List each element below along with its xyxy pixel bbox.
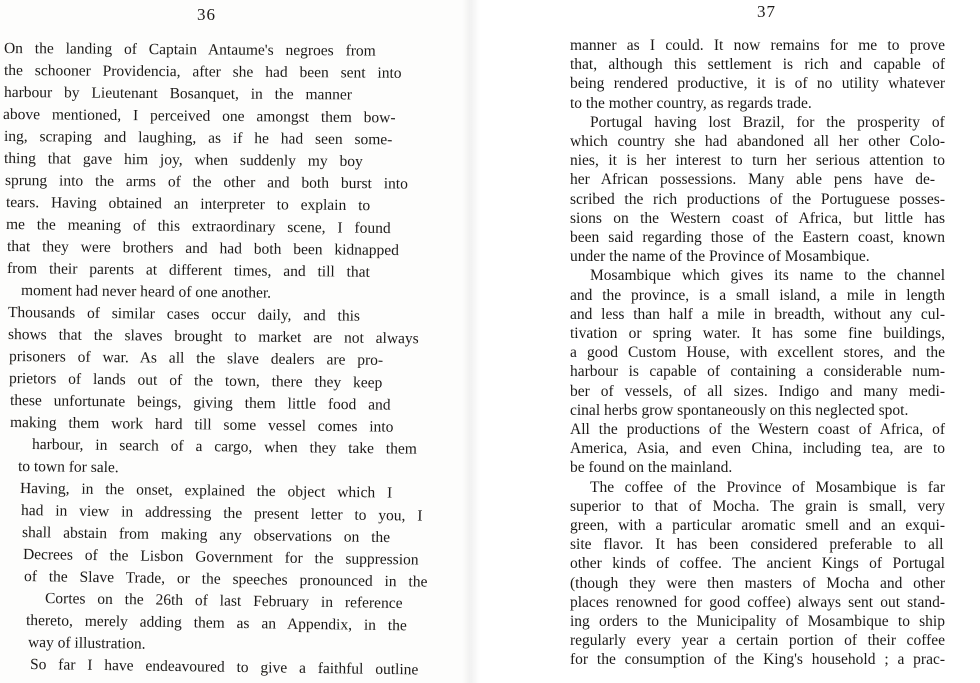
text-line: The coffee of the Province of Mosambique is far xyxy=(590,478,945,496)
text-line: scribed the rich productions of the Portuguese posses- xyxy=(570,190,945,208)
text-line: above mentioned, I perceived one amongst them bow- xyxy=(2,106,396,127)
text-line: the schooner Providencia, after she had been sent into xyxy=(3,62,402,82)
text-line: prisoners of war. As all the slave dealers are pro- xyxy=(8,348,384,369)
text-line: prietors of lands out of the town, there they keep xyxy=(8,370,383,392)
text-line: superior to that of Mocha. The grain is small, very xyxy=(570,497,945,515)
text-line: that they were brothers and had both been kidnapped xyxy=(6,238,400,260)
text-line: a good Custom House, with excellent stores, and the xyxy=(570,344,945,362)
text-line: nies, it is her interest to turn her serious attention to xyxy=(570,152,945,170)
text-line: Portugal having lost Brazil, for the prosperity of xyxy=(590,113,945,131)
text-line: shows that the slaves brought to market are not always xyxy=(7,326,419,348)
text-line: be found on the mainland. xyxy=(570,459,733,477)
text-line: green, with a particular aromatic smell and an exqui- xyxy=(570,517,945,534)
text-line: of the Slave Trade, or the speeches pronounced in the xyxy=(23,568,428,591)
text-line: harbour, in search of a cargo, when they take them xyxy=(31,436,417,458)
text-line: (though they were then masters of Mocha and other xyxy=(570,574,945,592)
text-line: Mosambique which gives its name to the channel xyxy=(590,267,945,285)
text-line: under the name of the Province of Mosambique. xyxy=(570,248,870,266)
text-line: way of illustration. xyxy=(27,634,146,653)
text-line: manner as I could. It now remains for me to prove xyxy=(570,37,945,54)
text-line: making them work hard till some vessel comes into xyxy=(9,414,394,436)
text-line: America, Asia, and even China, including tea, are to xyxy=(570,440,945,458)
text-line: had in view in addressing the present letter to you, I xyxy=(20,502,423,525)
text-line: tivation or spring water. It has some fine buildings, xyxy=(570,325,945,342)
right-page xyxy=(470,0,980,683)
text-line: these unfortunate beings, giving them little food and xyxy=(9,392,391,414)
text-line: harbour by Lieutenant Bosanquet, in the manner xyxy=(3,84,353,104)
text-line: ing, scraping and laughing, as if he had seen some- xyxy=(3,128,393,149)
text-line: her African possessions. Many able pens have de- xyxy=(570,171,936,189)
text-line: ber of vessels, of all sizes. Indigo and many medi- xyxy=(570,382,945,400)
text-line: me the meaning of this extraordinary scene, I found xyxy=(5,216,391,238)
text-line: ing orders to the Municipality of Mosambique to ship xyxy=(570,613,945,630)
left-page xyxy=(0,0,470,683)
book-gutter xyxy=(462,0,480,683)
text-line: cinal herbs grow spontaneously on this neglected spot. xyxy=(570,401,909,419)
text-line: Having, in the onset, explained the object which I xyxy=(19,480,393,502)
text-line: being rendered productive, it is of no utility whatever xyxy=(570,75,945,93)
text-line: to the mother country, as regards trade. xyxy=(570,94,812,112)
text-line: and less than half a mile in breadth, without any cul- xyxy=(570,305,945,323)
text-line: from their parents at different times, and till that xyxy=(6,260,370,281)
text-line: tears. Having obtained an interpreter to explain to xyxy=(5,194,371,215)
text-line: site flavor. It has been considered preferable to all xyxy=(570,536,944,554)
text-line: been said regarding those of the Eastern coast, known xyxy=(570,229,945,246)
text-line: All the productions of the Western coast of Africa, of xyxy=(570,421,945,438)
text-line: Thousands of similar cases occur daily, and this xyxy=(7,304,361,325)
text-line: shall abstain from making any observations on the xyxy=(21,524,391,547)
page-number-right: 37 xyxy=(757,2,776,21)
text-line: Cortes on the 26th of last February in reference xyxy=(44,590,403,612)
text-line: sprung into the arms of the other and both burst into xyxy=(4,172,408,193)
text-line: that, although this settlement is rich and capable of xyxy=(570,56,945,74)
text-line: regularly every year a certain portion of their coffee xyxy=(570,632,945,650)
text-line: places renowned for good coffee) always sent out stand- xyxy=(570,593,945,611)
text-line: for the consumption of the King's household ; a prac- xyxy=(570,651,945,669)
text-line: which country she had abandoned all her other Colo- xyxy=(570,133,945,150)
text-line: moment had never heard of one another. xyxy=(20,282,272,302)
text-line: harbour is capable of containing a considerable num- xyxy=(570,363,945,381)
text-line: So far I have endeavoured to give a faithful outline xyxy=(29,656,419,679)
text-line: to town for sale. xyxy=(17,458,119,477)
text-line: Decrees of the Lisbon Government for the suppression xyxy=(22,546,419,569)
page-number-left: 36 xyxy=(197,5,216,24)
text-line: thing that gave him joy, when suddenly my boy xyxy=(3,150,363,171)
text-line: sions on the Western coast of Africa, but little has xyxy=(570,209,945,227)
text-line: On the landing of Captain Antaume's negroes from xyxy=(3,40,376,60)
text-line: thereto, merely adding them as an Appendix, in the xyxy=(25,612,407,635)
text-line: other kinds of coffee. The ancient Kings of Portugal xyxy=(570,555,945,573)
text-line: and the province, is a small island, a mile in length xyxy=(570,286,945,304)
